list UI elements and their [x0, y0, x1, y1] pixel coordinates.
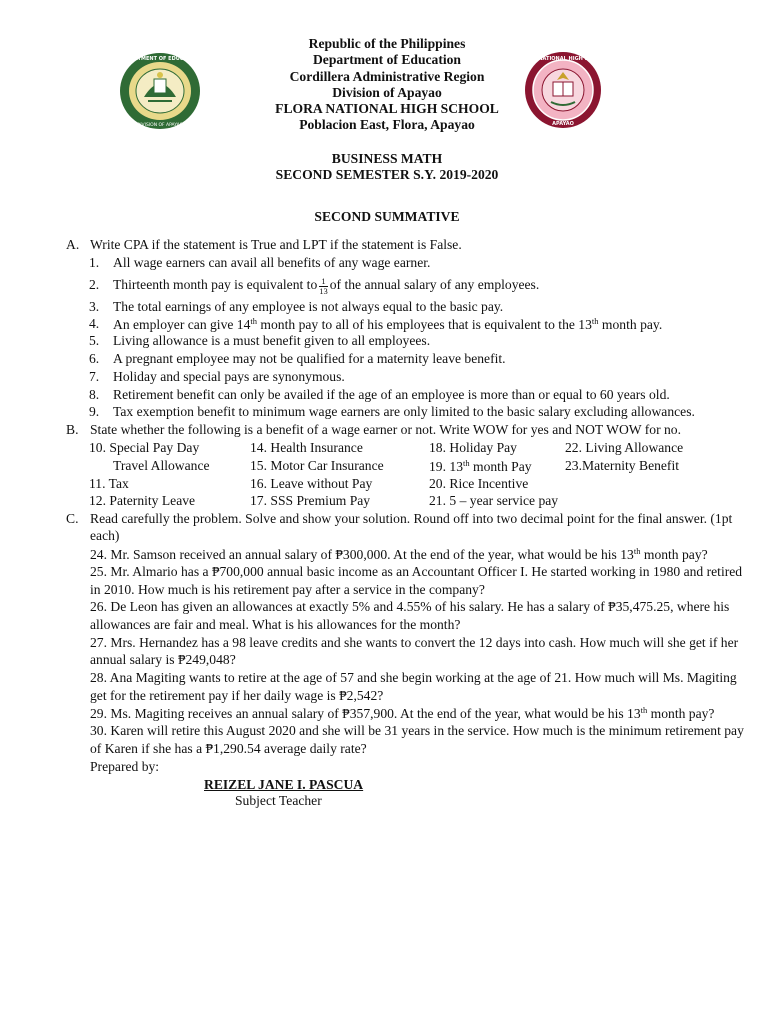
benefit-text: month Pay	[469, 459, 532, 474]
problem-text: month pay?	[647, 706, 715, 721]
problem-text: 24. Mr. Samson received an annual salary of ₱300,000. At the end of the year, what would be his 13	[90, 547, 634, 562]
superscript: th	[633, 546, 641, 556]
teacher-name: REIZEL JANE I. PASCUA	[204, 777, 364, 792]
school-name: FLORA NATIONAL HIGH SCHOOL	[275, 101, 499, 117]
problem-text: month pay?	[640, 547, 708, 562]
item-number: 5.	[89, 333, 100, 348]
problem-28: 28. Ana Magiting wants to retire at the age of 57 and she begin working at the age of 21. How much will Ms. Magiting	[90, 670, 737, 685]
item-text: Retirement benefit can only be availed if the age of an employee is more than or equal to 60 years old.	[113, 387, 670, 402]
part-b-instruction: State whether the following is a benefit of a wage earner or not. Write WOW for yes and NOT WOW for no.	[90, 422, 681, 437]
part-c-letter: C.	[66, 511, 79, 526]
part-a-instruction: Write CPA if the statement is True and LPT if the statement is False.	[90, 237, 462, 252]
benefit-item: Travel Allowance	[113, 458, 210, 473]
benefit-item: 12. Paternity Leave	[89, 493, 196, 508]
problem-30: of Karen if she has a ₱1,290.54 average daily rate?	[90, 741, 367, 756]
superscript: th	[462, 458, 470, 468]
problem-25: 25. Mr. Almario has a ₱700,000 annual basic income as an Accountant Officer I. He started working in 1980 and retired	[90, 564, 743, 579]
benefit-item: 22. Living Allowance	[565, 440, 684, 455]
item-number: 2.	[89, 277, 100, 292]
problem-27: annual salary is ₱249,048?	[90, 652, 236, 667]
svg-text:APAYAO: APAYAO	[552, 121, 574, 127]
item-number: 8.	[89, 387, 100, 402]
problem-25: in 2010. How much is his retirement pay after a service in the company?	[90, 582, 485, 597]
item-text: Tax exemption benefit to minimum wage earners are only limited to the basic salary excluding allowances.	[113, 404, 695, 419]
problem-text: 29. Ms. Magiting receives an annual salary of ₱357,900. At the end of the year, what would be his 13	[90, 706, 641, 721]
item-number: 7.	[89, 369, 100, 384]
svg-text:FLORA NATIONAL HIGH SCHOOL: FLORA NATIONAL HIGH SCHOOL	[518, 56, 608, 62]
item-number: 3.	[89, 299, 100, 314]
deped-seal-logo	[118, 51, 202, 131]
item-text: Holiday and special pays are synonymous.	[113, 369, 345, 384]
benefit-item: 14. Health Insurance	[250, 440, 363, 455]
part-a-letter: A.	[66, 237, 80, 252]
problem-24	[90, 546, 708, 563]
superscript: th	[640, 705, 648, 715]
benefit-item: 23.Maternity Benefit	[565, 458, 680, 473]
problem-27: 27. Mrs. Hernandez has a 98 leave credits and she wants to convert the 12 days into cash. How much will she get if her	[90, 635, 739, 650]
prepared-by-label: Prepared by:	[90, 759, 160, 774]
item-text: The total earnings of any employee is not always equal to the basic pay.	[113, 299, 504, 314]
item-number: 4.	[89, 316, 100, 331]
benefit-item: 16. Leave without Pay	[250, 476, 373, 491]
item-text	[113, 277, 539, 296]
problem-26: 26. De Leon has given an allowances at exactly 5% and 4.55% of his salary. He has a salary of ₱35,475.25, where his	[90, 599, 730, 614]
benefit-item: 21. 5 – year service pay	[429, 493, 559, 508]
benefit-item: 10. Special Pay Day	[89, 440, 200, 455]
fraction-denominator: 13	[319, 286, 328, 296]
school-address: Poblacion East, Flora, Apayao	[299, 117, 475, 133]
benefit-item: 15. Motor Car Insurance	[250, 458, 384, 473]
item-text: All wage earners can avail all benefits of any wage earner.	[113, 255, 431, 270]
fraction-numerator: 1	[321, 276, 326, 286]
item-text-part: month pay.	[598, 317, 663, 332]
svg-text:DEPARTMENT OF EDUCATION: DEPARTMENT OF EDUCATION	[119, 56, 201, 62]
test-title: SECOND SUMMATIVE	[314, 209, 460, 224]
item-text: Living allowance is a must benefit given to all employees.	[113, 333, 431, 348]
problem-29	[90, 705, 714, 722]
header-line: Division of Apayao	[332, 84, 442, 100]
header-line: Department of Education	[312, 52, 461, 68]
problem-28: get for the retirement pay if her daily wage is ₱2,542?	[90, 688, 384, 703]
item-text	[113, 316, 662, 333]
fraction	[319, 277, 328, 296]
item-text: A pregnant employee may not be qualified for a maternity leave benefit.	[113, 351, 506, 366]
benefit-text: 19. 13	[429, 459, 463, 474]
benefit-item: 20. Rice Incentive	[429, 476, 529, 491]
problem-30: 30. Karen will retire this August 2020 and she will be 31 years in the service. How much is the minimum retirement pay	[90, 723, 744, 738]
svg-text:DIVISION OF APAYAO: DIVISION OF APAYAO	[136, 123, 184, 128]
item-number: 6.	[89, 351, 100, 366]
teacher-title: Subject Teacher	[235, 793, 322, 808]
superscript: th	[250, 316, 258, 326]
superscript: th	[591, 316, 599, 326]
part-c-instruction: Read carefully the problem. Solve and show your solution. Round off into two decimal point for the final answer. (1pt	[90, 511, 733, 526]
subject-heading	[200, 151, 574, 183]
item-text-part: month pay to all of his employees that is equivalent to the 13	[257, 317, 592, 332]
problem-26: allowances are fair and meal. What is his allowances for the month?	[90, 617, 461, 632]
benefit-item	[429, 458, 532, 475]
header-line: Cordillera Administrative Region	[289, 68, 485, 84]
benefit-item: 11. Tax	[89, 476, 129, 491]
item-text-part: of the annual salary of any employees.	[329, 277, 540, 292]
item-number: 1.	[89, 255, 100, 270]
part-b-letter: B.	[66, 422, 79, 437]
item-text-part: An employer can give 14	[113, 317, 251, 332]
benefit-item: 17. SSS Premium Pay	[250, 493, 371, 508]
benefit-item: 18. Holiday Pay	[429, 440, 517, 455]
semester: SECOND SEMESTER S.Y. 2019-2020	[275, 167, 499, 182]
school-header	[200, 36, 574, 134]
header-line: Republic of the Philippines	[308, 36, 466, 51]
item-number: 9.	[89, 404, 100, 419]
part-c-instruction: each)	[90, 528, 120, 543]
item-text-part: Thirteenth month pay is equivalent to	[113, 277, 318, 292]
subject-name: BUSINESS MATH	[331, 151, 443, 166]
